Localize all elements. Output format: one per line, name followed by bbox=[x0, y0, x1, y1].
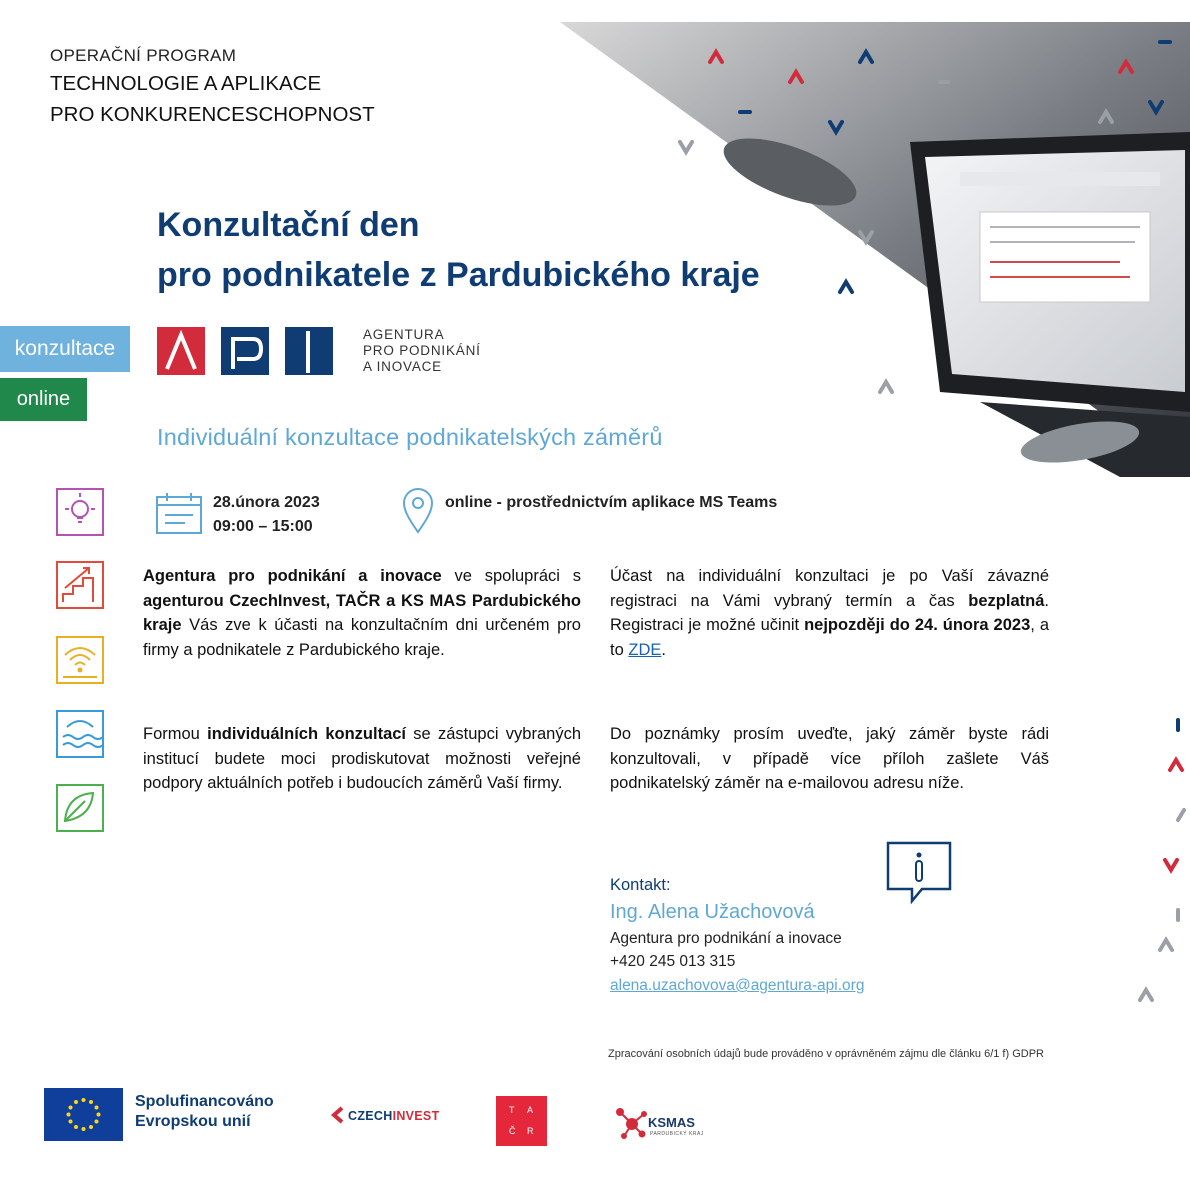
agency-line1: AGENTURA bbox=[363, 327, 445, 342]
contact-label: Kontakt: bbox=[610, 876, 671, 894]
api-logo bbox=[157, 327, 335, 377]
czechinvest-chevron-icon bbox=[330, 1106, 346, 1124]
event-time: 09:00 – 15:00 bbox=[213, 518, 313, 535]
tag-konzultace: konzultace bbox=[0, 326, 130, 372]
reg-deadline: nejpozději do 24. února 2023 bbox=[804, 616, 1031, 634]
wifi-icon bbox=[55, 635, 105, 685]
ksmas-subtitle: PARDUBICKÝ KRAJ bbox=[650, 1131, 704, 1137]
intro-text-2: Vás zve k účasti na konzultačním dni určeném pro firmy a podnikatele z Pardubického kraje. bbox=[143, 616, 581, 659]
intro-text-1: ve spolupráci s bbox=[441, 567, 581, 585]
agency-line3: A INOVACE bbox=[363, 359, 442, 374]
title-line1: Konzultační den bbox=[157, 206, 420, 244]
registration-link[interactable]: ZDE bbox=[628, 640, 662, 659]
title-line2: pro podnikatele z Pardubického kraje bbox=[157, 256, 760, 294]
registration-paragraph bbox=[610, 564, 1049, 662]
agency-line2: PRO PODNIKÁNÍ bbox=[363, 343, 481, 358]
agency-name bbox=[363, 327, 481, 375]
intro-partners: agenturou CzechInvest, TAČR a KS MAS Pardubického kraje bbox=[143, 591, 581, 634]
contact-email-link[interactable]: alena.uzachovova@agentura-api.org bbox=[610, 977, 865, 994]
reg-text-1: Účast na individuální konzultaci je po Vaší závazné registraci na Vámi vybraný termín a čas bbox=[610, 567, 1049, 610]
consult-paragraph bbox=[143, 722, 581, 796]
page-title bbox=[157, 200, 760, 300]
reg-text-4: . bbox=[661, 640, 666, 659]
consult-bold: individuálních konzultací bbox=[207, 725, 407, 743]
contact-name: Ing. Alena Užachovová bbox=[610, 901, 815, 923]
lightbulb-icon bbox=[55, 487, 105, 537]
eu-cofinanced-label bbox=[135, 1092, 274, 1132]
eu-line2: Evropskou unií bbox=[135, 1113, 251, 1130]
czechinvest-logo-b: INVEST bbox=[392, 1109, 440, 1123]
decorative-chevrons bbox=[1130, 700, 1190, 1030]
program-label: OPERAČNÍ PROGRAM bbox=[50, 46, 237, 65]
growth-chart-icon bbox=[55, 560, 105, 610]
tacr-letter-a: A bbox=[527, 1105, 534, 1115]
reg-free: bezplatná bbox=[968, 591, 1045, 610]
event-location: online - prostřednictvím aplikace MS Teams bbox=[445, 494, 778, 511]
info-icon bbox=[884, 839, 954, 905]
intro-agency: Agentura pro podnikání a inovace bbox=[143, 567, 442, 585]
eu-line1: Spolufinancováno bbox=[135, 1093, 274, 1110]
consult-text-1: Formou bbox=[143, 725, 208, 743]
water-cycle-icon bbox=[55, 709, 105, 759]
location-pin-icon bbox=[402, 488, 434, 534]
consult-text-2: se zástupci vybraných institucí budete moci prodiskutovat možnosti veřejné podpory aktuálních potřeb i budoucích záměrů Vaší firmy. bbox=[143, 725, 581, 792]
subtitle: Individuální konzultace podnikatelských záměrů bbox=[157, 424, 663, 450]
event-date: 28.února 2023 bbox=[213, 494, 320, 511]
program-name-line1: TECHNOLOGIE A APLIKACE bbox=[50, 72, 322, 95]
program-name-line2: PRO KONKURENCESCHOPNOST bbox=[50, 103, 375, 126]
czechinvest-logo bbox=[348, 1109, 440, 1123]
tacr-letter-c: Č bbox=[509, 1126, 516, 1136]
reg-text-3: , a to bbox=[610, 616, 1049, 659]
calendar-icon bbox=[155, 491, 203, 535]
contact-organization: Agentura pro podnikání a inovace bbox=[610, 930, 842, 947]
note-paragraph: Do poznámky prosím uveďte, jaký záměr byste rádi konzultovali, v případě více příloh zašlete Váš podnikatelský záměr na e-mailovou adresu níže. bbox=[610, 725, 1049, 792]
eu-flag-logo bbox=[44, 1088, 123, 1141]
contact-phone: +420 245 013 315 bbox=[610, 953, 736, 970]
reg-text-2: . Registraci je možné učinit bbox=[610, 591, 1049, 634]
tacr-letter-r: R bbox=[527, 1126, 534, 1136]
ksmas-network-icon bbox=[612, 1104, 650, 1144]
ksmas-logo: KSMAS bbox=[648, 1115, 695, 1130]
gdpr-note: Zpracování osobních údajů bude prováděno v oprávněném zájmu dle článku 6/1 f) GDPR bbox=[608, 1048, 1044, 1060]
czechinvest-logo-a: CZECH bbox=[348, 1109, 393, 1123]
tacr-logo bbox=[496, 1096, 547, 1146]
tacr-letter-t: T bbox=[509, 1105, 515, 1115]
intro-paragraph bbox=[143, 564, 581, 662]
tag-online: online bbox=[0, 378, 87, 421]
leaf-icon bbox=[55, 783, 105, 833]
